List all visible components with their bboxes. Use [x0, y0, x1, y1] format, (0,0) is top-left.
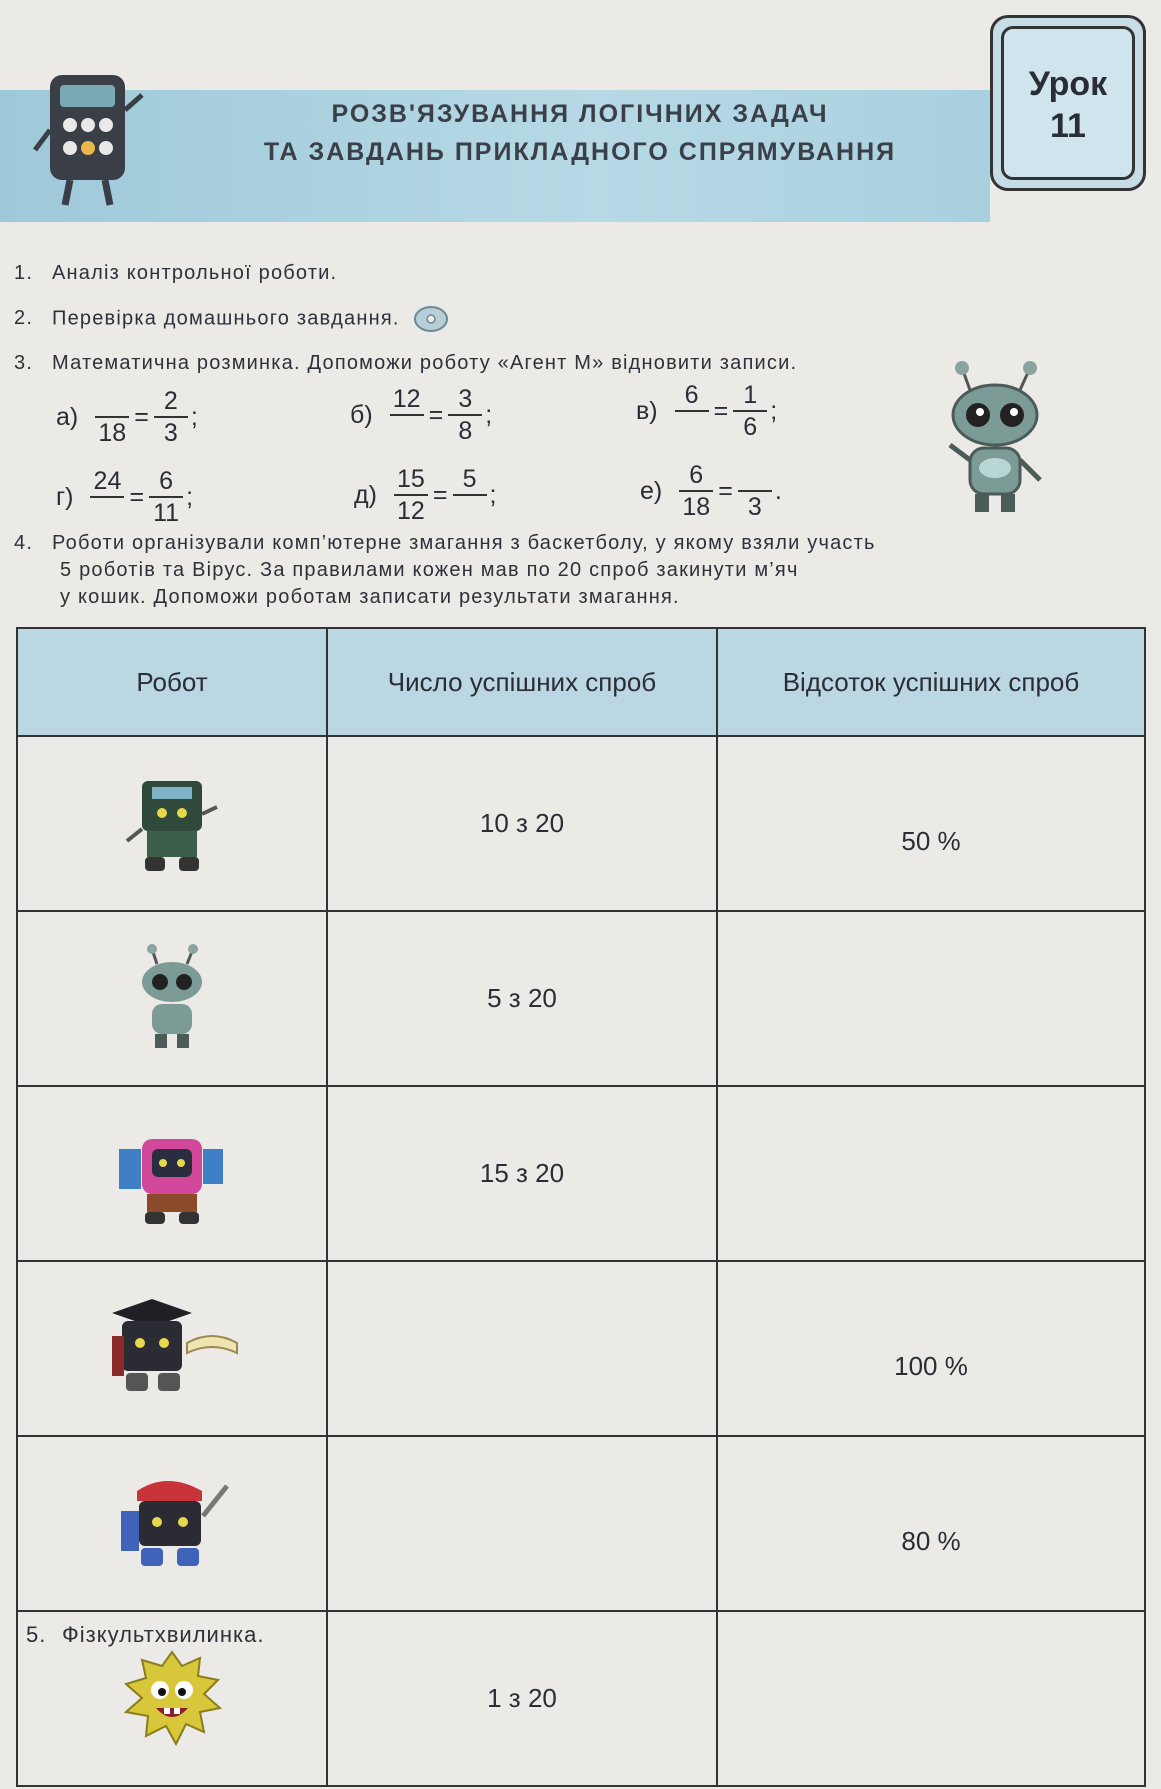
numerator: 6 — [689, 461, 704, 489]
exercise-b-fraction-1 — [390, 384, 424, 446]
table-row — [17, 1436, 1145, 1611]
lesson-number: 11 — [1050, 107, 1086, 145]
numerator: 5 — [462, 465, 477, 493]
round-robot-icon — [127, 944, 217, 1054]
equals-sign: = — [129, 482, 145, 511]
punctuation: . — [774, 476, 782, 505]
denominator[interactable] — [453, 494, 487, 526]
task-5-number: 5. — [26, 1622, 47, 1647]
numerator: 3 — [458, 385, 473, 413]
count-cell[interactable]: 10 з 20 — [327, 736, 717, 911]
count-cell[interactable] — [327, 1436, 717, 1611]
virus-monster-icon — [112, 1644, 232, 1754]
exercise-g-label: г) — [56, 482, 74, 511]
count-cell[interactable] — [327, 1261, 717, 1436]
denominator[interactable] — [90, 496, 124, 528]
robot-cell — [17, 1261, 327, 1436]
exercise-e-label: е) — [640, 476, 663, 505]
exercise-b-fraction-2 — [448, 384, 482, 446]
task-3-number: 3. — [14, 352, 34, 374]
denominator[interactable] — [675, 410, 709, 442]
denominator: 12 — [394, 494, 428, 526]
exercise-b — [350, 384, 492, 446]
robot-cell — [17, 1436, 327, 1611]
numerator: 1 — [743, 381, 758, 409]
punctuation: ; — [485, 400, 493, 429]
numerator: 6 — [684, 381, 699, 409]
task-2-text: Перевірка домашнього завдання. — [52, 307, 400, 330]
punctuation: ; — [770, 396, 778, 425]
exercise-e — [640, 460, 782, 522]
denominator: 3 — [738, 490, 772, 522]
lesson-badge — [990, 15, 1146, 191]
percent-cell[interactable]: 50 % — [717, 736, 1145, 911]
painter-robot-icon — [107, 1466, 237, 1581]
exercise-v-label: в) — [636, 396, 658, 425]
lesson-word: Урок — [1028, 65, 1108, 103]
header-count: Число успішних спроб — [327, 628, 717, 736]
numerator: 2 — [163, 387, 178, 415]
calculator-robot-icon — [30, 70, 145, 210]
green-robot-icon — [117, 769, 227, 879]
task-3 — [14, 352, 797, 375]
task-5-text: Фізкультхвилинка. — [62, 1622, 265, 1647]
count-cell[interactable]: 1 з 20 — [327, 1611, 717, 1786]
exercise-v-fraction-2 — [733, 380, 767, 442]
denominator[interactable]: 18 — [95, 416, 129, 448]
results-table — [16, 627, 1146, 1787]
count-cell[interactable]: 5 з 20 — [327, 911, 717, 1086]
task-4-line-3: у кошик. Допоможи роботам записати результати змагання. — [60, 586, 680, 608]
exercise-g-fraction-1 — [90, 466, 124, 528]
percent-cell[interactable]: 100 % — [717, 1261, 1145, 1436]
lesson-title — [230, 95, 930, 171]
percent-cell[interactable]: 80 % — [717, 1436, 1145, 1611]
robot-cell — [17, 911, 327, 1086]
graduate-robot-icon — [92, 1291, 252, 1406]
exercise-d-label: д) — [354, 480, 377, 509]
table-header-row — [17, 628, 1145, 736]
exercise-v-fraction-1 — [675, 380, 709, 442]
exercise-g — [56, 466, 193, 528]
title-line-1: РОЗВ'ЯЗУВАННЯ ЛОГІЧНИХ ЗАДАЧ — [331, 100, 829, 128]
task-4 — [14, 530, 1104, 611]
exercise-a — [56, 386, 198, 448]
task-5 — [26, 1622, 264, 1648]
task-2-number: 2. — [14, 307, 34, 330]
equals-sign: = — [432, 480, 448, 509]
table-row — [17, 1086, 1145, 1261]
exercise-b-label: б) — [350, 400, 373, 429]
numerator: 6 — [159, 467, 174, 495]
task-3-text: Математична розминка. Допоможи роботу «Агент М» відновити записи. — [52, 352, 798, 374]
exercise-d-fraction-2 — [453, 464, 487, 526]
exercise-v — [636, 380, 777, 442]
exercise-e-fraction-1 — [679, 460, 713, 522]
denominator: 8 — [448, 414, 482, 446]
denominator[interactable] — [390, 414, 424, 446]
percent-cell[interactable] — [717, 911, 1145, 1086]
numerator: 24 — [93, 467, 122, 495]
disc-icon — [414, 306, 448, 332]
task-1-number: 1. — [14, 262, 34, 284]
equals-sign: = — [713, 396, 729, 425]
exercise-g-fraction-2 — [149, 466, 183, 528]
header-robot: Робот — [17, 628, 327, 736]
task-4-line-2: 5 роботів та Вірус. За правилами кожен мав по 20 спроб закинути м’яч — [60, 559, 799, 581]
punctuation: ; — [190, 402, 198, 431]
robot-cell — [17, 736, 327, 911]
task-2 — [14, 306, 448, 332]
count-cell[interactable]: 15 з 20 — [327, 1086, 717, 1261]
title-line-2: ТА ЗАВДАНЬ ПРИКЛАДНОГО СПРЯМУВАННЯ — [263, 138, 897, 166]
numerator: 12 — [392, 385, 421, 413]
task-4-line-1: Роботи організували комп’ютерне змагання з баскетболу, у якому взяли участь — [52, 532, 876, 554]
agent-m-robot-icon — [940, 360, 1050, 520]
robot-cell — [17, 1086, 327, 1261]
task-1 — [14, 262, 337, 285]
exercise-d — [354, 464, 496, 526]
equals-sign: = — [134, 402, 149, 431]
denominator: 3 — [154, 416, 188, 448]
percent-cell[interactable] — [717, 1611, 1145, 1786]
denominator: 6 — [733, 410, 767, 442]
header-percent: Відсоток успішних спроб — [717, 628, 1145, 736]
percent-cell[interactable] — [717, 1086, 1145, 1261]
denominator: 11 — [149, 496, 183, 528]
exercise-d-fraction-1 — [394, 464, 428, 526]
exercise-e-fraction-2 — [738, 460, 772, 522]
exercise-a-fraction-2 — [154, 386, 188, 448]
task-1-text: Аналіз контрольної роботи. — [52, 262, 338, 284]
task-4-number: 4. — [14, 532, 34, 554]
numerator: 15 — [397, 465, 425, 493]
denominator: 18 — [679, 490, 713, 522]
punctuation: ; — [186, 482, 194, 511]
table-row — [17, 736, 1145, 911]
pink-robot-icon — [107, 1119, 237, 1229]
equals-sign: = — [718, 476, 733, 505]
equals-sign: = — [428, 400, 444, 429]
table-row — [17, 1261, 1145, 1436]
punctuation: ; — [489, 480, 497, 509]
table-row — [17, 911, 1145, 1086]
exercise-a-label: а) — [56, 402, 79, 431]
lesson-label — [993, 63, 1143, 147]
exercise-a-fraction-1 — [95, 386, 129, 448]
